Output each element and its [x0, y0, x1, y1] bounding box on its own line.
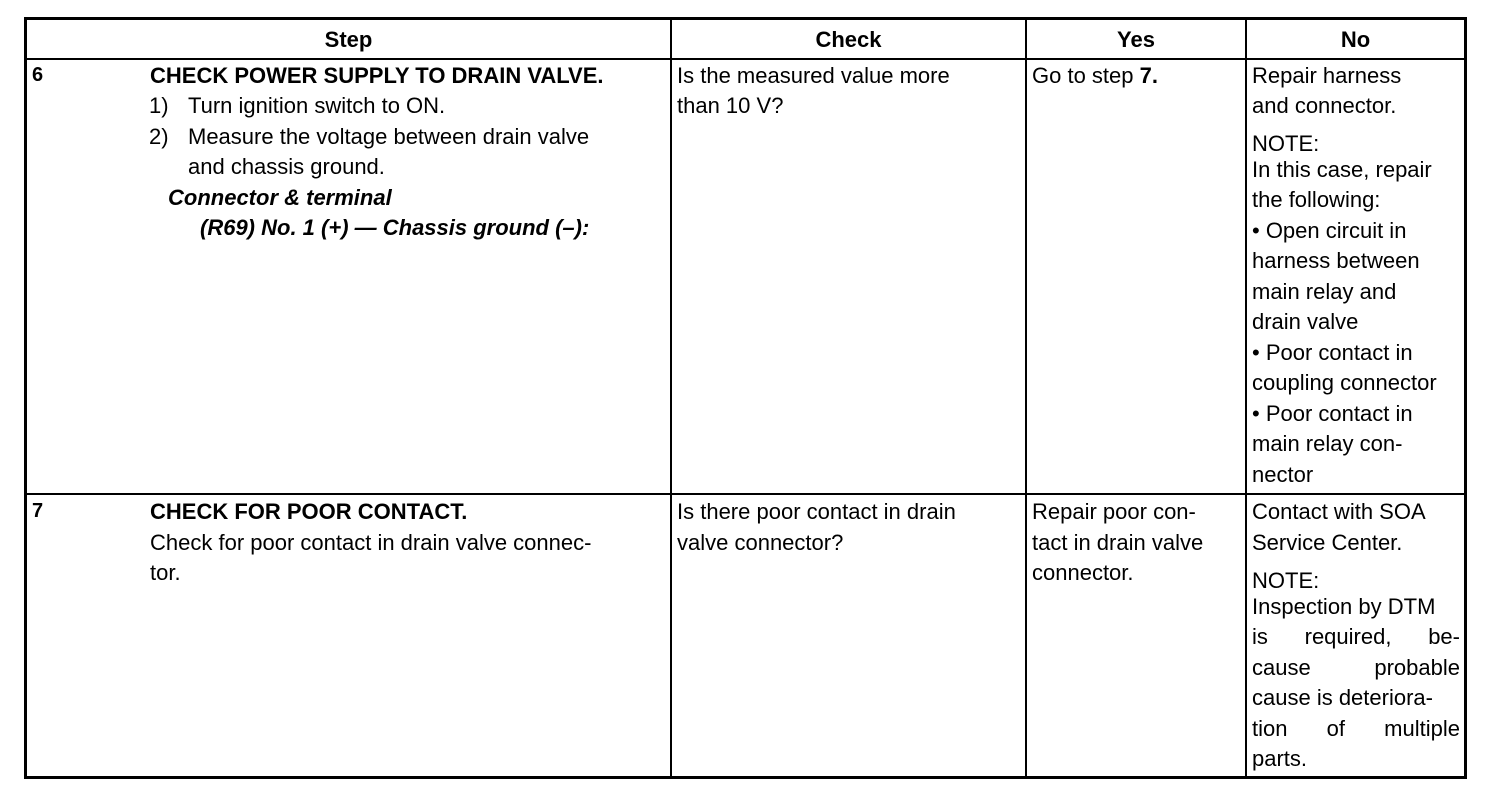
yes-prefix: Go to step	[1032, 63, 1140, 88]
step-title: CHECK POWER SUPPLY TO DRAIN VALVE.	[150, 63, 604, 88]
note-label: NOTE:	[1252, 568, 1320, 593]
substep-number: 2)	[149, 124, 169, 149]
note-text: In this case, repair	[1252, 157, 1432, 182]
substep-text: Turn ignition switch to ON.	[188, 93, 446, 118]
note-text: the following:	[1252, 187, 1381, 212]
column-divider	[1245, 20, 1247, 776]
bullet-text: main relay con-	[1252, 431, 1403, 456]
diagnostic-table	[24, 17, 1467, 779]
connector-label: Connector & terminal	[168, 185, 392, 210]
bullet-text: main relay and	[1252, 279, 1397, 304]
check-text: Is there poor contact in drain	[677, 499, 956, 524]
note-label: NOTE:	[1252, 131, 1320, 156]
column-divider	[670, 20, 672, 776]
bullet-text: • Open circuit in	[1252, 218, 1407, 243]
bullet-text: harness between	[1252, 248, 1420, 273]
connector-terminal: (R69) No. 1 (+) — Chassis ground (–):	[200, 215, 590, 240]
header-step: Step	[324, 27, 373, 52]
bullet-text: coupling connector	[1252, 370, 1437, 395]
check-text: Is the measured value more	[677, 63, 950, 88]
substep-number: 1)	[149, 93, 169, 118]
bullet-text: • Poor contact in	[1252, 340, 1413, 365]
check-text: valve connector?	[677, 530, 844, 555]
note-text: is required, be-	[1252, 624, 1460, 649]
no-text: Service Center.	[1252, 530, 1403, 555]
no-text: and connector.	[1252, 93, 1397, 118]
header-no: No	[1340, 27, 1371, 52]
no-text: Repair harness	[1252, 63, 1402, 88]
step-title: CHECK FOR POOR CONTACT.	[150, 499, 468, 524]
step-text: Check for poor contact in drain valve connec-	[150, 530, 592, 555]
step-number: 7	[32, 500, 44, 522]
bullet-text: nector	[1252, 462, 1314, 487]
yes-text: tact in drain valve	[1032, 530, 1204, 555]
step-text: tor.	[150, 560, 181, 585]
check-text: than 10 V?	[677, 93, 784, 118]
yes-text: Repair poor con-	[1032, 499, 1196, 524]
no-text: Contact with SOA	[1252, 499, 1426, 524]
note-text: cause is deteriora-	[1252, 685, 1433, 710]
row-divider	[27, 493, 1464, 495]
header-check: Check	[815, 27, 882, 52]
note-text: tion of multiple	[1252, 716, 1460, 741]
step-number: 6	[32, 64, 44, 86]
header-yes: Yes	[1117, 27, 1155, 52]
note-text: Inspection by DTM	[1252, 594, 1436, 619]
yes-step-ref: 7.	[1139, 63, 1158, 88]
note-text: parts.	[1252, 746, 1308, 771]
substep-text: Measure the voltage between drain valve	[188, 124, 590, 149]
substep-text: and chassis ground.	[188, 154, 385, 179]
bullet-text: drain valve	[1252, 309, 1359, 334]
note-text: cause probable	[1252, 655, 1460, 680]
row-divider	[27, 58, 1464, 60]
yes-text: connector.	[1032, 560, 1134, 585]
column-divider	[1025, 20, 1027, 776]
bullet-text: • Poor contact in	[1252, 401, 1413, 426]
yes-text	[1032, 61, 1158, 92]
